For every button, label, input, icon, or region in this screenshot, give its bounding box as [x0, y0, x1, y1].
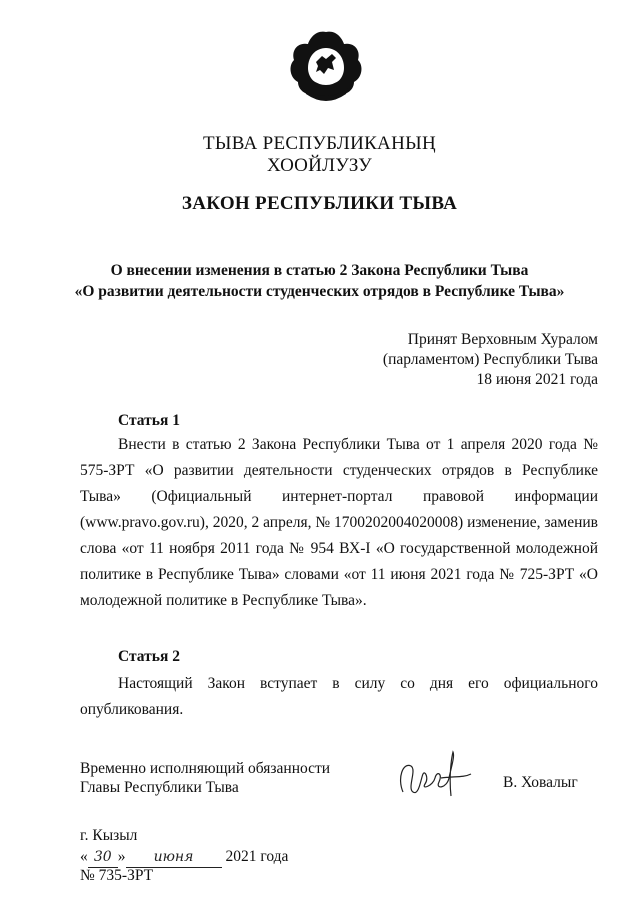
article-2-heading: Статья 2 — [118, 648, 180, 665]
signatory-position-line-1: Временно исполняющий обязанности — [80, 760, 331, 777]
date-close-quote: » — [117, 848, 126, 865]
date-open-quote: « — [80, 848, 88, 865]
republic-name-line-1: ТЫВА РЕСПУБЛИКАНЫҢ — [203, 133, 436, 154]
signing-date — [80, 847, 288, 868]
handwritten-signature — [393, 748, 475, 804]
republic-name-line-2: ХООЙЛУЗУ — [267, 155, 372, 176]
signatory-name: В. Ховалыг — [503, 774, 578, 791]
adoption-line-2: (парламентом) Республики Тыва — [382, 351, 598, 368]
adoption-line-1: Принят Верховным Хуралом — [407, 331, 598, 348]
article-1-heading: Статья 1 — [118, 412, 180, 429]
article-2-text: Настоящий Закон вступает в силу со дня его официального опубликования. — [80, 675, 598, 718]
coat-of-arms-emblem — [288, 28, 364, 108]
adoption-date: 18 июня 2021 года — [476, 371, 598, 388]
article-1-text: Внести в статью 2 Закона Республики Тыва от 1 апреля 2020 года № 575-ЗРТ «О развитии деятельности студенческих отрядов в Республике Тыва» (Официальный интернет-портал правовой информации (www.pravo.gov.ru), 2020, 2 апреля, № 1700202004020008) изменение, заменив слова «от 11 ноября 2011 года № 954 ВХ-I «О государственной молодежной политике в Республике Тыва» словами «от 11 июня 2021 года № 725-ЗРТ «О молодежной политике в Республике Тыва». — [80, 436, 598, 609]
signatory-position-line-2: Главы Республики Тыва — [80, 779, 239, 796]
law-title: ЗАКОН РЕСПУБЛИКИ ТЫВА — [181, 193, 458, 214]
date-day-handwritten: 30 — [88, 848, 118, 868]
law-number: № 735-ЗРТ — [80, 867, 154, 884]
date-month-handwritten: июня — [126, 848, 222, 868]
law-subject-line-2: «О развитии деятельности студенческих отрядов в Республике Тыва» — [74, 283, 565, 300]
law-subject-line-1: О внесении изменения в статью 2 Закона Республики Тыва — [110, 262, 529, 279]
adoption-block — [383, 330, 598, 390]
place-of-signing: г. Кызыл — [80, 827, 138, 844]
date-year: 2021 года — [225, 848, 289, 865]
signatory-position — [80, 759, 330, 797]
